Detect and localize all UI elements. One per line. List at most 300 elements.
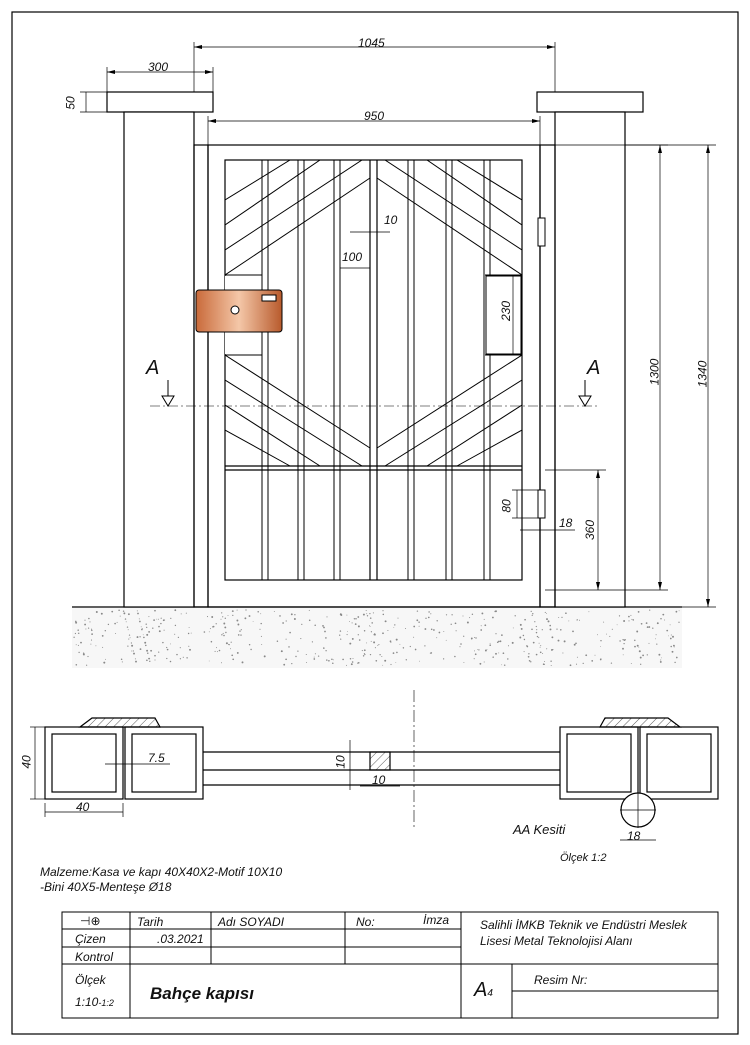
ground-speck	[648, 626, 650, 628]
school-line-2: Lisesi Metal Teknolojisi Alanı	[480, 934, 633, 948]
ground-speck	[532, 615, 533, 616]
ground-speck	[306, 654, 307, 655]
ground-speck	[328, 660, 330, 662]
ground-speck	[475, 653, 477, 655]
ground-speck	[245, 609, 246, 610]
ground-speck	[301, 624, 302, 625]
ground-speck	[342, 659, 344, 661]
ground-speck	[489, 644, 491, 646]
ground-speck	[585, 654, 587, 656]
ground-speck	[649, 643, 650, 644]
ground-speck	[314, 657, 315, 658]
ground-speck	[318, 655, 319, 656]
ground-speck	[546, 648, 547, 649]
ground-speck	[221, 612, 222, 613]
ground-speck	[546, 618, 548, 620]
ground-speck	[533, 642, 535, 644]
ground-speck	[612, 629, 613, 630]
ground-speck	[576, 664, 577, 665]
ground-speck	[300, 638, 301, 639]
ground-speck	[600, 659, 602, 661]
drawing-title: Bahçe kapısı	[150, 984, 254, 1003]
ground-speck	[544, 661, 545, 662]
ground-speck	[524, 619, 526, 621]
ground-speck	[549, 625, 551, 627]
ground-speck	[436, 637, 437, 638]
ground-speck	[189, 627, 190, 628]
ground-speck	[487, 649, 488, 650]
ground-speck	[95, 645, 96, 646]
ground-speck	[105, 630, 106, 631]
ground-speck	[135, 658, 136, 659]
ground-speck	[239, 630, 240, 631]
ground-speck	[259, 629, 260, 630]
ground-speck	[146, 624, 147, 625]
ground-speck	[236, 620, 238, 622]
ground-speck	[600, 646, 601, 647]
ground-speck	[211, 616, 213, 618]
ground-speck	[162, 642, 163, 643]
ground-speck	[364, 630, 366, 632]
ground-speck	[346, 665, 347, 666]
ground-speck	[237, 652, 239, 654]
ground-speck	[381, 656, 382, 657]
ground-speck	[413, 637, 414, 638]
ground-speck	[288, 646, 290, 648]
ground-speck	[347, 634, 348, 635]
ground-speck	[126, 621, 127, 622]
ground-speck	[286, 620, 287, 621]
ground-speck	[221, 662, 222, 663]
ground-speck	[279, 615, 281, 617]
ground-speck	[524, 651, 525, 652]
ground-speck	[617, 624, 618, 625]
ground-speck	[477, 649, 478, 650]
ground-speck	[357, 616, 359, 618]
ground-speck	[469, 617, 470, 618]
ground-speck	[455, 622, 457, 624]
ground-speck	[340, 630, 341, 631]
ground-speck	[294, 618, 296, 620]
ground-speck	[237, 624, 239, 626]
ground-speck	[215, 651, 216, 652]
ground-speck	[164, 630, 165, 631]
ground-speck	[87, 656, 88, 657]
dim-overall-width: 1045	[358, 36, 385, 50]
ground-speck	[383, 614, 385, 616]
col-sign: İmza	[423, 913, 450, 927]
ground-speck	[660, 661, 662, 663]
ground-speck	[619, 640, 620, 641]
ground-speck	[623, 654, 624, 655]
ground-speck	[77, 629, 79, 631]
ground-speck	[309, 610, 310, 611]
ground-speck	[353, 658, 354, 659]
ground-speck	[463, 636, 464, 637]
ground-speck	[370, 654, 371, 655]
ground-speck	[662, 614, 664, 616]
ground-speck	[161, 618, 162, 619]
ground-speck	[180, 647, 181, 648]
ground-speck	[524, 639, 525, 640]
ground-speck	[495, 633, 496, 634]
ground-speck	[577, 657, 578, 658]
ground-speck	[531, 629, 533, 631]
dim-motif-thickness: 10	[384, 213, 398, 227]
ground-speck	[232, 610, 234, 612]
ground-speck	[638, 611, 640, 613]
ground-speck	[137, 636, 139, 638]
ground-speck	[221, 634, 222, 635]
ground-speck	[512, 642, 514, 644]
ground-speck	[640, 664, 641, 665]
ground-speck	[576, 619, 577, 620]
ground-speck	[661, 658, 662, 659]
ground-speck	[364, 653, 365, 654]
ground-speck	[558, 640, 560, 642]
ground-speck	[118, 610, 120, 612]
ground-speck	[111, 611, 113, 613]
dim-motif-spacing: 100	[342, 250, 363, 264]
ground-speck	[536, 626, 537, 627]
ground-speck	[424, 645, 425, 646]
ground-speck	[180, 658, 181, 659]
ground-speck	[384, 660, 386, 662]
ground-speck	[209, 631, 210, 632]
ground-speck	[158, 619, 159, 620]
ground-speck	[666, 630, 668, 632]
ground-speck	[498, 652, 499, 653]
ground-speck	[572, 631, 574, 633]
ground-speck	[78, 645, 79, 646]
ground-speck	[223, 623, 225, 625]
ground-speck	[595, 655, 596, 656]
ground-speck	[565, 612, 567, 614]
ground-speck	[670, 646, 672, 648]
ground-speck	[102, 635, 104, 637]
ground-speck	[676, 611, 678, 613]
ground-speck	[374, 633, 375, 634]
ground-speck	[146, 660, 148, 662]
ground-speck	[583, 663, 584, 664]
ground-speck	[188, 633, 189, 634]
ground-speck	[430, 613, 431, 614]
ground-speck	[366, 613, 367, 614]
ground-speck	[611, 662, 612, 663]
ground-speck	[501, 634, 503, 636]
sec-motif-w: 10	[372, 773, 386, 787]
ground-speck	[326, 616, 327, 617]
ground-speck	[417, 610, 418, 611]
ground-speck	[415, 649, 417, 651]
ground-speck	[76, 664, 78, 666]
ground-speck	[181, 613, 182, 614]
ground-speck	[410, 646, 411, 647]
ground-speck	[158, 626, 160, 628]
ground-speck	[670, 624, 671, 625]
ground-speck	[545, 612, 546, 613]
ground-speck	[550, 628, 552, 630]
ground-speck	[371, 641, 372, 642]
ground-speck	[131, 645, 133, 647]
dim-panel-height: 230	[499, 300, 514, 322]
ground-speck	[204, 631, 206, 633]
ground-speck	[314, 624, 316, 626]
ground-speck	[91, 633, 93, 635]
ground-speck	[679, 610, 680, 611]
ground-speck	[668, 635, 669, 636]
paper-size: A4	[474, 979, 493, 1001]
ground-speck	[139, 621, 141, 623]
ground-speck	[363, 614, 365, 616]
ground-speck	[378, 644, 379, 645]
ground-speck	[231, 654, 233, 656]
ground-speck	[86, 665, 87, 666]
ground-speck	[166, 658, 167, 659]
ground-speck	[446, 614, 447, 615]
ground-speck	[474, 658, 475, 659]
ground-speck	[622, 639, 623, 640]
ground-speck	[439, 632, 441, 634]
ground-speck	[261, 644, 262, 645]
ground-speck	[497, 641, 499, 643]
ground-speck	[436, 620, 437, 621]
ground-speck	[323, 647, 325, 649]
ground-speck	[369, 625, 370, 626]
ground-speck	[655, 638, 656, 639]
ground-speck	[333, 659, 334, 660]
ground-speck	[369, 613, 370, 614]
ground-speck	[232, 658, 234, 660]
ground-speck	[286, 639, 287, 640]
ground-speck	[362, 650, 363, 651]
ground-speck	[176, 654, 177, 655]
ground-speck	[379, 654, 380, 655]
ground-speck	[249, 615, 251, 617]
ground-speck	[186, 613, 187, 614]
ground-speck	[492, 617, 494, 619]
ground-speck	[137, 613, 139, 615]
ground-speck	[129, 634, 130, 635]
ground-speck	[570, 664, 572, 666]
ground-speck	[631, 619, 632, 620]
ground-speck	[540, 651, 542, 653]
ground-speck	[222, 616, 223, 617]
ground-speck	[451, 614, 452, 615]
ground-speck	[674, 662, 675, 663]
dim-hinge-length: 80	[499, 499, 514, 513]
ground-speck	[257, 611, 259, 613]
ground-speck	[282, 622, 284, 624]
ground-speck	[377, 645, 378, 646]
ground-speck	[544, 664, 545, 665]
dim-cap-height: 50	[63, 96, 78, 110]
ground-speck	[325, 650, 326, 651]
ground-speck	[253, 621, 254, 622]
ground-speck	[631, 663, 632, 664]
ground-speck	[628, 616, 630, 618]
ground-speck	[274, 611, 275, 612]
ground-speck	[140, 648, 142, 650]
ground-speck	[658, 654, 660, 656]
ground-speck	[419, 661, 420, 662]
ground-speck	[529, 660, 531, 662]
ground-speck	[504, 664, 505, 665]
ground-speck	[633, 619, 635, 621]
ground-speck	[183, 657, 184, 658]
sec-profile-size: 40	[19, 755, 34, 769]
ground-speck	[148, 658, 150, 660]
ground-speck	[485, 650, 487, 652]
ground-speck	[191, 633, 192, 634]
ground-speck	[456, 630, 457, 631]
ground-speck	[78, 633, 79, 634]
projection-symbol: ⊣⊕	[80, 914, 101, 928]
ground-speck	[76, 644, 77, 645]
ground-speck	[283, 664, 285, 666]
sec-motif-h: 10	[333, 755, 348, 769]
ground-speck	[88, 618, 90, 620]
ground-speck	[551, 636, 553, 638]
ground-speck	[147, 653, 148, 654]
ground-speck	[212, 626, 213, 627]
ground-speck	[154, 610, 156, 612]
ground-speck	[588, 611, 589, 612]
ground-speck	[223, 633, 224, 634]
ground-speck	[678, 622, 679, 623]
ground-speck	[579, 620, 580, 621]
ground-speck	[375, 647, 376, 648]
ground-speck	[209, 661, 210, 662]
ground-speck	[237, 610, 238, 611]
ground-speck	[159, 630, 161, 632]
scale-small: -1:2	[98, 998, 114, 1008]
ground-speck	[548, 620, 550, 622]
ground-speck	[163, 619, 165, 621]
ground-speck	[143, 634, 144, 635]
ground-speck	[211, 641, 213, 643]
ground-speck	[428, 611, 429, 612]
ground-speck	[375, 660, 377, 662]
ground-speck	[390, 642, 391, 643]
ground-speck	[230, 648, 231, 649]
ground-speck	[443, 631, 444, 632]
ground-speck	[91, 629, 92, 630]
ground-speck	[418, 621, 420, 623]
ground-speck	[83, 653, 84, 654]
dim-total-height: 1340	[695, 360, 710, 388]
ground-speck	[538, 637, 539, 638]
ground-speck	[80, 642, 82, 644]
ground-speck	[122, 661, 123, 662]
ground-speck	[628, 620, 629, 621]
ground-speck	[224, 626, 226, 628]
sec-hinge-dia: 18	[627, 829, 641, 843]
ground-speck	[139, 618, 140, 619]
ground-speck	[451, 624, 452, 625]
ground-speck	[373, 641, 375, 643]
ground-speck	[460, 643, 462, 645]
ground-speck	[260, 623, 261, 624]
ground-speck	[210, 628, 211, 629]
ground-speck	[478, 649, 479, 650]
ground-speck	[619, 615, 620, 616]
ground-speck	[349, 621, 350, 622]
ground-speck	[370, 617, 372, 619]
ground-speck	[166, 647, 167, 648]
ground-speck	[495, 653, 497, 655]
col-date: Tarih	[137, 915, 164, 929]
ground-speck	[346, 615, 347, 616]
ground-speck	[394, 624, 395, 625]
ground-speck	[419, 626, 420, 627]
ground-speck	[238, 634, 240, 636]
ground-speck	[673, 645, 675, 647]
ground-speck	[289, 632, 291, 634]
ground-speck	[229, 644, 230, 645]
ground-speck	[603, 622, 604, 623]
ground-speck	[508, 645, 509, 646]
ground-speck	[561, 617, 562, 618]
ground-speck	[261, 636, 262, 637]
ground-speck	[150, 650, 152, 652]
ground-speck	[672, 636, 674, 638]
ground-speck	[494, 611, 495, 612]
ground-speck	[490, 643, 491, 644]
ground-speck	[641, 623, 643, 625]
ground-speck	[225, 618, 226, 619]
ground-speck	[558, 617, 559, 618]
ground-speck	[170, 661, 172, 663]
ground-speck	[174, 609, 176, 611]
ground-speck	[217, 651, 218, 652]
ground-speck	[352, 622, 353, 623]
ground-speck	[285, 658, 287, 660]
ground-speck	[127, 626, 128, 627]
ground-speck	[297, 650, 298, 651]
ground-speck	[390, 664, 391, 665]
row-drawn: Çizen	[75, 932, 106, 946]
ground-speck	[73, 637, 74, 638]
ground-speck	[492, 656, 494, 658]
ground-speck	[474, 637, 475, 638]
ground-speck	[331, 659, 333, 661]
ground-speck	[395, 662, 396, 663]
ground-speck	[332, 663, 334, 665]
ground-speck	[657, 622, 659, 624]
ground-speck	[647, 654, 648, 655]
ground-speck	[671, 634, 672, 635]
ground-speck	[656, 644, 657, 645]
ground-speck	[656, 634, 657, 635]
ground-speck	[186, 657, 187, 658]
ground-speck	[443, 658, 444, 659]
ground-speck	[102, 647, 103, 648]
dim-hinge-offset: 18	[559, 516, 573, 530]
ground-speck	[358, 634, 359, 635]
ground-speck	[152, 628, 153, 629]
ground-speck	[89, 621, 90, 622]
ground-speck	[354, 618, 355, 619]
ground-speck	[430, 653, 431, 654]
sec-profile-width: 40	[76, 800, 90, 814]
ground-speck	[295, 656, 296, 657]
ground-speck	[399, 644, 400, 645]
ground-speck	[433, 629, 435, 631]
scale-value: 1:10-1:2	[75, 995, 114, 1009]
ground-speck	[542, 653, 543, 654]
aa-section	[45, 690, 718, 830]
